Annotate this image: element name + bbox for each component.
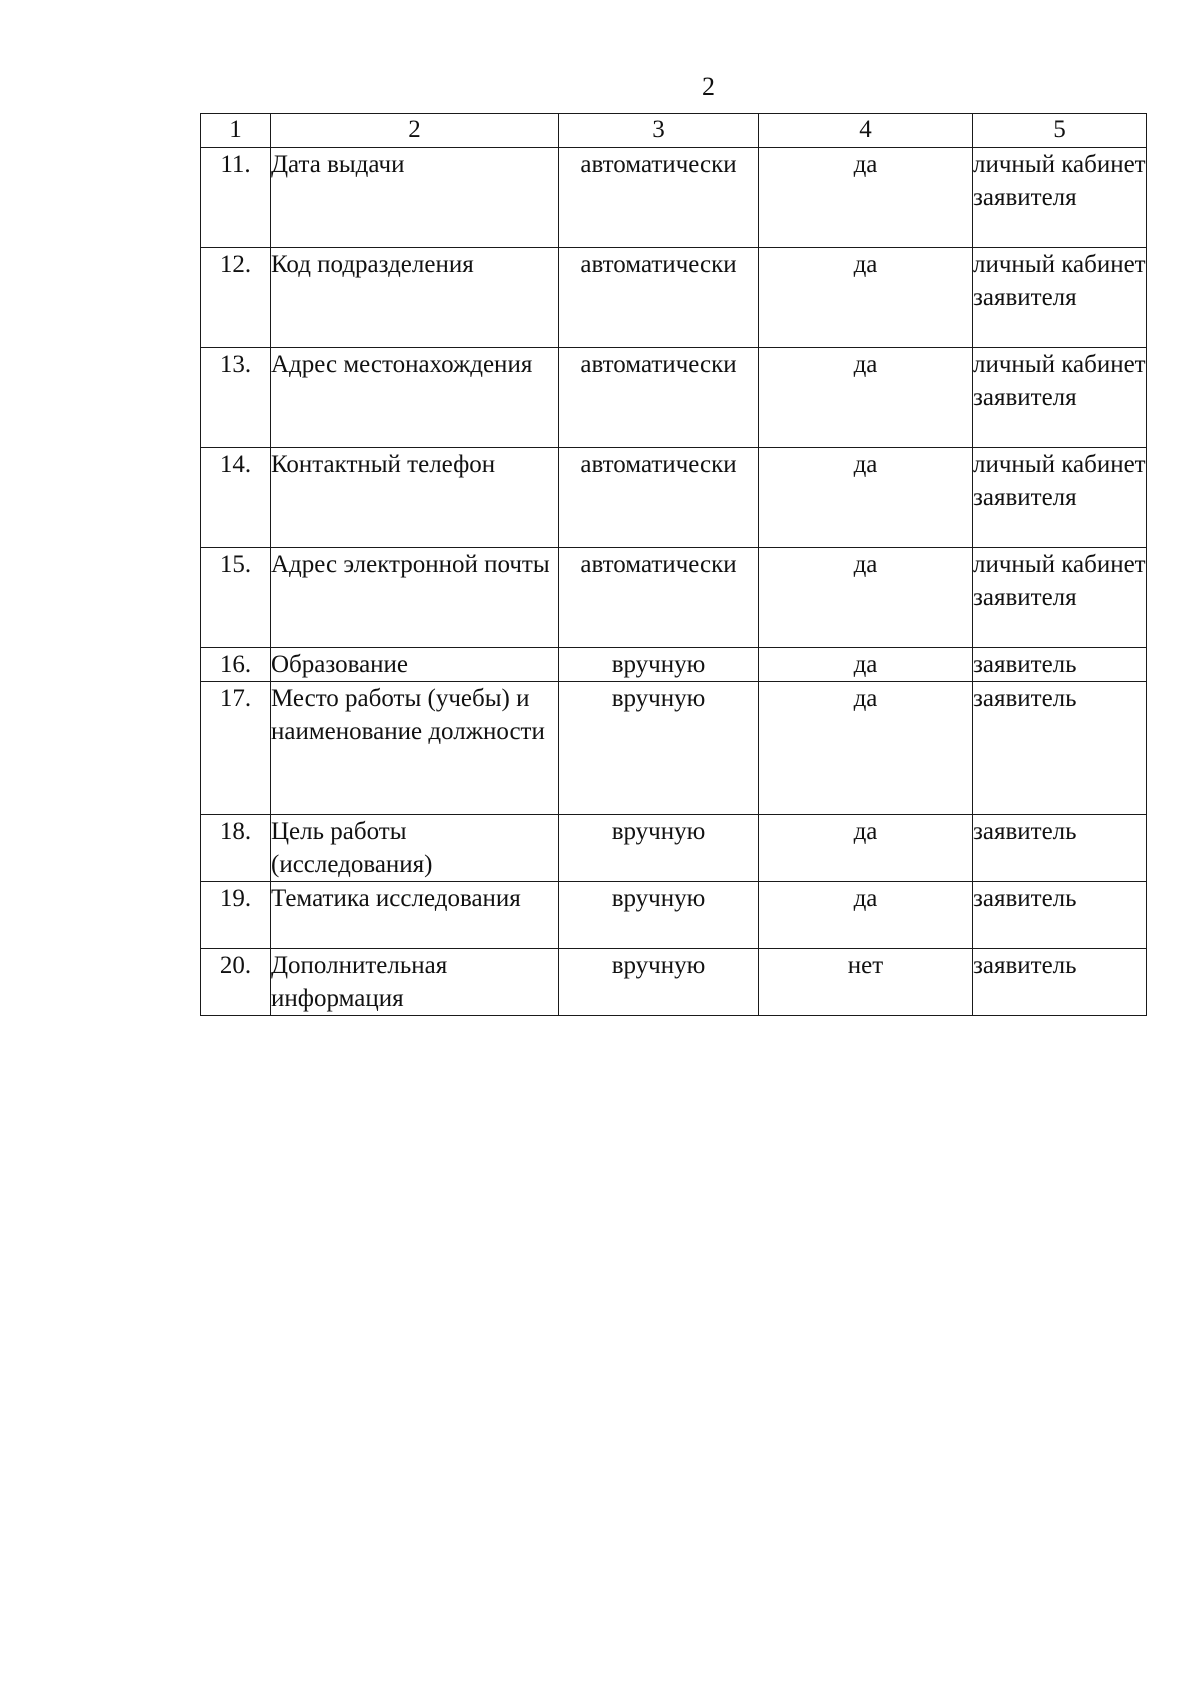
column-header-1: 1 [201, 114, 271, 148]
column-header-3: 3 [559, 114, 759, 148]
row-number: 12. [201, 248, 271, 348]
required-flag: да [759, 815, 973, 882]
data-source: заявитель [973, 949, 1147, 1016]
page-number: 2 [702, 72, 715, 101]
fill-method: вручную [559, 648, 759, 682]
fill-method: автоматически [559, 248, 759, 348]
fill-method: вручную [559, 815, 759, 882]
field-name: Адрес местонахождения [271, 348, 559, 448]
required-flag: да [759, 648, 973, 682]
row-number: 14. [201, 448, 271, 548]
required-flag: да [759, 348, 973, 448]
table-row [201, 148, 1147, 248]
table-row [201, 248, 1147, 348]
data-source: заявитель [973, 682, 1147, 815]
field-name: Контактный телефон [271, 448, 559, 548]
required-flag: да [759, 148, 973, 248]
required-flag: да [759, 548, 973, 648]
field-name: Дата выдачи [271, 148, 559, 248]
field-name: Адрес электронной почты [271, 548, 559, 648]
table-row [201, 648, 1147, 682]
fill-method: вручную [559, 882, 759, 949]
data-source: личный кабинет заявителя [973, 148, 1147, 248]
fill-method: вручную [559, 682, 759, 815]
row-number: 15. [201, 548, 271, 648]
row-number: 16. [201, 648, 271, 682]
row-number: 13. [201, 348, 271, 448]
data-source: личный кабинет заявителя [973, 348, 1147, 448]
required-flag: да [759, 882, 973, 949]
table-header-row [201, 114, 1147, 148]
field-name: Образование [271, 648, 559, 682]
fill-method: автоматически [559, 448, 759, 548]
table-row [201, 882, 1147, 949]
data-source: личный кабинет заявителя [973, 248, 1147, 348]
data-source: личный кабинет заявителя [973, 448, 1147, 548]
data-source: заявитель [973, 815, 1147, 882]
data-source: личный кабинет заявителя [973, 548, 1147, 648]
required-flag: да [759, 448, 973, 548]
row-number: 19. [201, 882, 271, 949]
column-header-5: 5 [973, 114, 1147, 148]
table-row [201, 448, 1147, 548]
row-number: 18. [201, 815, 271, 882]
data-source: заявитель [973, 882, 1147, 949]
row-number: 17. [201, 682, 271, 815]
fill-method: автоматически [559, 548, 759, 648]
required-flag: да [759, 682, 973, 815]
table-row [201, 548, 1147, 648]
required-flag: да [759, 248, 973, 348]
field-name: Тематика исследования [271, 882, 559, 949]
field-name: Дополнительная информация [271, 949, 559, 1016]
field-name: Цель работы (исследования) [271, 815, 559, 882]
fill-method: вручную [559, 949, 759, 1016]
required-flag: нет [759, 949, 973, 1016]
field-name: Место работы (учебы) и наименование должности [271, 682, 559, 815]
column-header-4: 4 [759, 114, 973, 148]
data-source: заявитель [973, 648, 1147, 682]
fill-method: автоматически [559, 148, 759, 248]
fill-method: автоматически [559, 348, 759, 448]
table-row [201, 815, 1147, 882]
column-header-2: 2 [271, 114, 559, 148]
table-row [201, 348, 1147, 448]
table-row [201, 682, 1147, 815]
data-fields-table [200, 113, 1147, 1016]
table-row [201, 949, 1147, 1016]
row-number: 11. [201, 148, 271, 248]
row-number: 20. [201, 949, 271, 1016]
field-name: Код подразделения [271, 248, 559, 348]
